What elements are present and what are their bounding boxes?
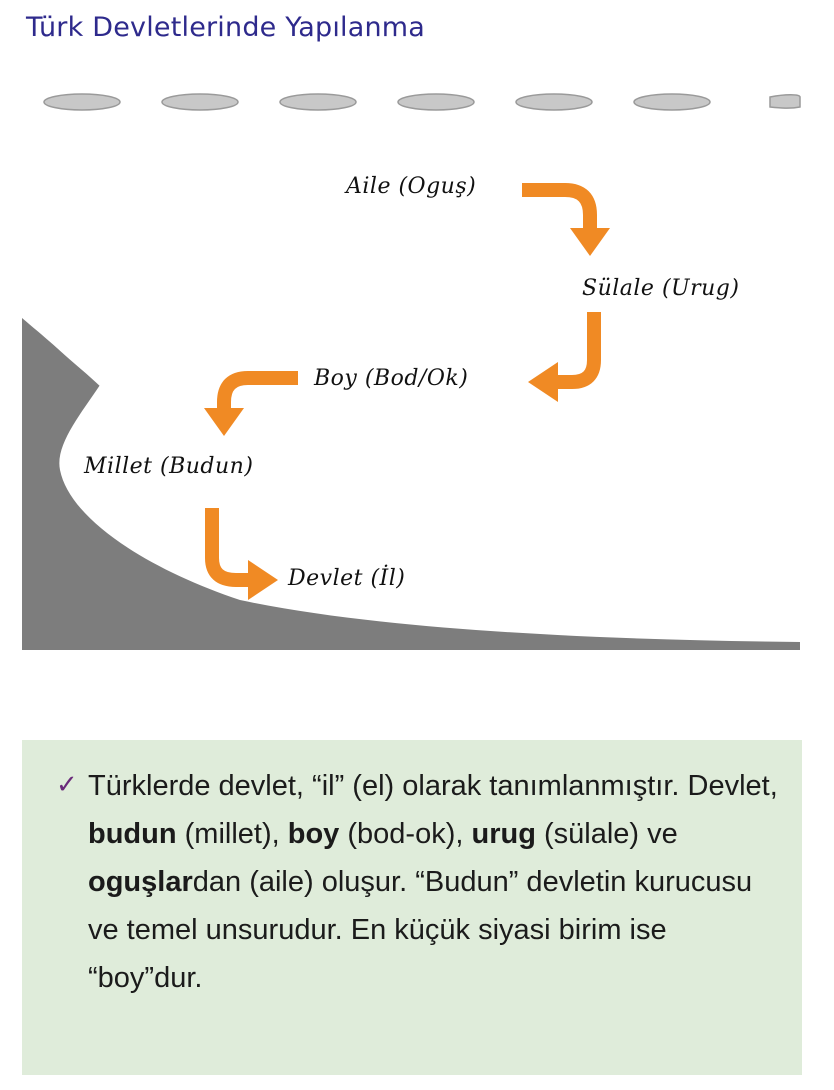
node-boy: Boy (Bod/Ok) bbox=[314, 366, 469, 391]
info-text-segment: (sülale) ve bbox=[535, 818, 678, 850]
info-bold-term: urug bbox=[471, 818, 536, 850]
info-text-segment: dan (aile) oluşur. “Budun” devletin kurucusu ve temel unsurudur. En küçük siyasi birim ise “boy”dur. bbox=[88, 866, 753, 994]
info-box bbox=[22, 740, 802, 1075]
info-text-segment: (millet), bbox=[176, 818, 288, 850]
node-aile: Aile (Oguş) bbox=[346, 174, 477, 199]
page-title: Türk Devletlerinde Yapılanma bbox=[26, 12, 426, 43]
info-text-segment: Türklerde devlet, “il” (el) olarak tanımlanmıştır. Devlet, bbox=[88, 770, 778, 802]
notebook-paper bbox=[0, 70, 834, 650]
info-text bbox=[88, 762, 788, 1002]
info-bold-term: boy bbox=[287, 818, 340, 850]
info-bold-term: oguşlar bbox=[88, 866, 193, 898]
info-bold-term: budun bbox=[88, 818, 177, 850]
paper-sheet bbox=[22, 88, 800, 623]
notebook-background bbox=[0, 70, 834, 650]
info-text-segment: (bod-ok), bbox=[339, 818, 472, 850]
node-devlet: Devlet (İl) bbox=[288, 566, 406, 591]
check-icon: ✓ bbox=[56, 770, 78, 800]
node-sulale: Sülale (Urug) bbox=[582, 276, 740, 301]
node-millet: Millet (Budun) bbox=[84, 454, 254, 479]
